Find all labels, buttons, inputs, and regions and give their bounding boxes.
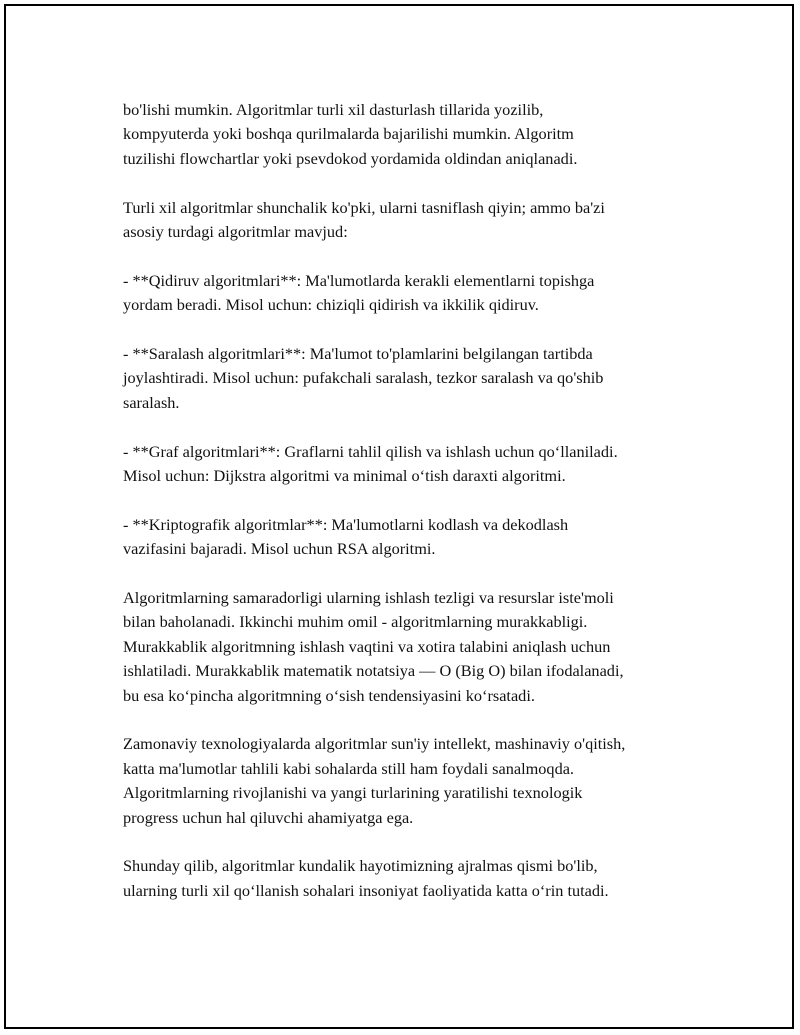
text-line: vazifasini bajaradi. Misol uchun RSA algoritmi. <box>123 539 436 559</box>
text-line: Turli xil algoritmlar shunchalik ko'pki, ularni tasniflash qiyin; ammo ba'zi <box>123 197 605 217</box>
text-line: asosiy turdagi algoritmlar mavjud: <box>123 222 348 242</box>
text-line: - **Kriptografik algoritmlar**: Ma'lumotlarni kodlash va dekodlash <box>123 514 569 534</box>
document-body <box>123 98 703 928</box>
text-line: bilan baholanadi. Ikkinchi muhim omil - algoritmlarning murakkabligi. <box>123 612 588 632</box>
text-line: - **Qidiruv algoritmlari**: Ma'lumotlarda kerakli elementlarni topishga <box>123 270 595 290</box>
text-line: Shunday qilib, algoritmlar kundalik hayotimizning ajralmas qismi bo'lib, <box>123 856 598 876</box>
text-line: joylashtiradi. Misol uchun: pufakchali saralash, tezkor saralash va qo'shib <box>123 368 604 388</box>
text-line: tuzilishi flowchartlar yoki psevdokod yordamida oldindan aniqlanadi. <box>123 148 578 168</box>
text-line: kompyuterda yoki boshqa qurilmalarda bajarilishi mumkin. Algoritm <box>123 124 574 144</box>
text-line: saralash. <box>123 392 180 412</box>
text-line: yordam beradi. Misol uchun: chiziqli qidirish va ikkilik qidiruv. <box>123 295 539 315</box>
paragraph <box>123 586 703 708</box>
text-line: - **Saralash algoritmlari**: Ma'lumot to'plamlarini belgilangan tartibda <box>123 344 593 364</box>
list-item-search-algorithms <box>123 269 703 318</box>
text-line: ishlatiladi. Murakkablik matematik notatsiya — O (Big O) bilan ifodalanadi, <box>123 661 624 681</box>
list-item-sorting-algorithms <box>123 342 703 415</box>
text-line: Misol uchun: Dijkstra algoritmi va minimal o‘tish daraxti algoritmi. <box>123 466 566 486</box>
text-line: bu esa ko‘pincha algoritmning o‘sish tendensiyasini ko‘rsatadi. <box>123 685 535 705</box>
list-item-graph-algorithms <box>123 440 703 489</box>
text-line: Murakkablik algoritmning ishlash vaqtini va xotira talabini aniqlash uchun <box>123 636 611 656</box>
text-line: ularning turli xil qo‘llanish sohalari insoniyat faoliyatida katta o‘rin tutadi. <box>123 880 609 900</box>
paragraph <box>123 854 703 903</box>
page-frame <box>4 4 794 1029</box>
text-line: katta ma'lumotlar tahlili kabi sohalarda still ham foydali sanalmoqda. <box>123 758 575 778</box>
paragraph <box>123 98 703 171</box>
text-line: Zamonaviy texnologiyalarda algoritmlar sun'iy intellekt, mashinaviy o'qitish, <box>123 734 626 754</box>
text-line: - **Graf algoritmlari**: Graflarni tahlil qilish va ishlash uchun qo‘llaniladi. <box>123 441 618 461</box>
text-line: progress uchun hal qiluvchi ahamiyatga ega. <box>123 807 414 827</box>
text-line: Algoritmlarning samaradorligi ularning ishlash tezligi va resurslar iste'moli <box>123 588 614 608</box>
text-line: bo'lishi mumkin. Algoritmlar turli xil dasturlash tillarida yozilib, <box>123 100 544 119</box>
list-item-crypto-algorithms <box>123 513 703 562</box>
paragraph <box>123 732 703 830</box>
text-line: Algoritmlarning rivojlanishi va yangi turlarining yaratilishi texnologik <box>123 783 583 803</box>
paragraph <box>123 196 703 245</box>
